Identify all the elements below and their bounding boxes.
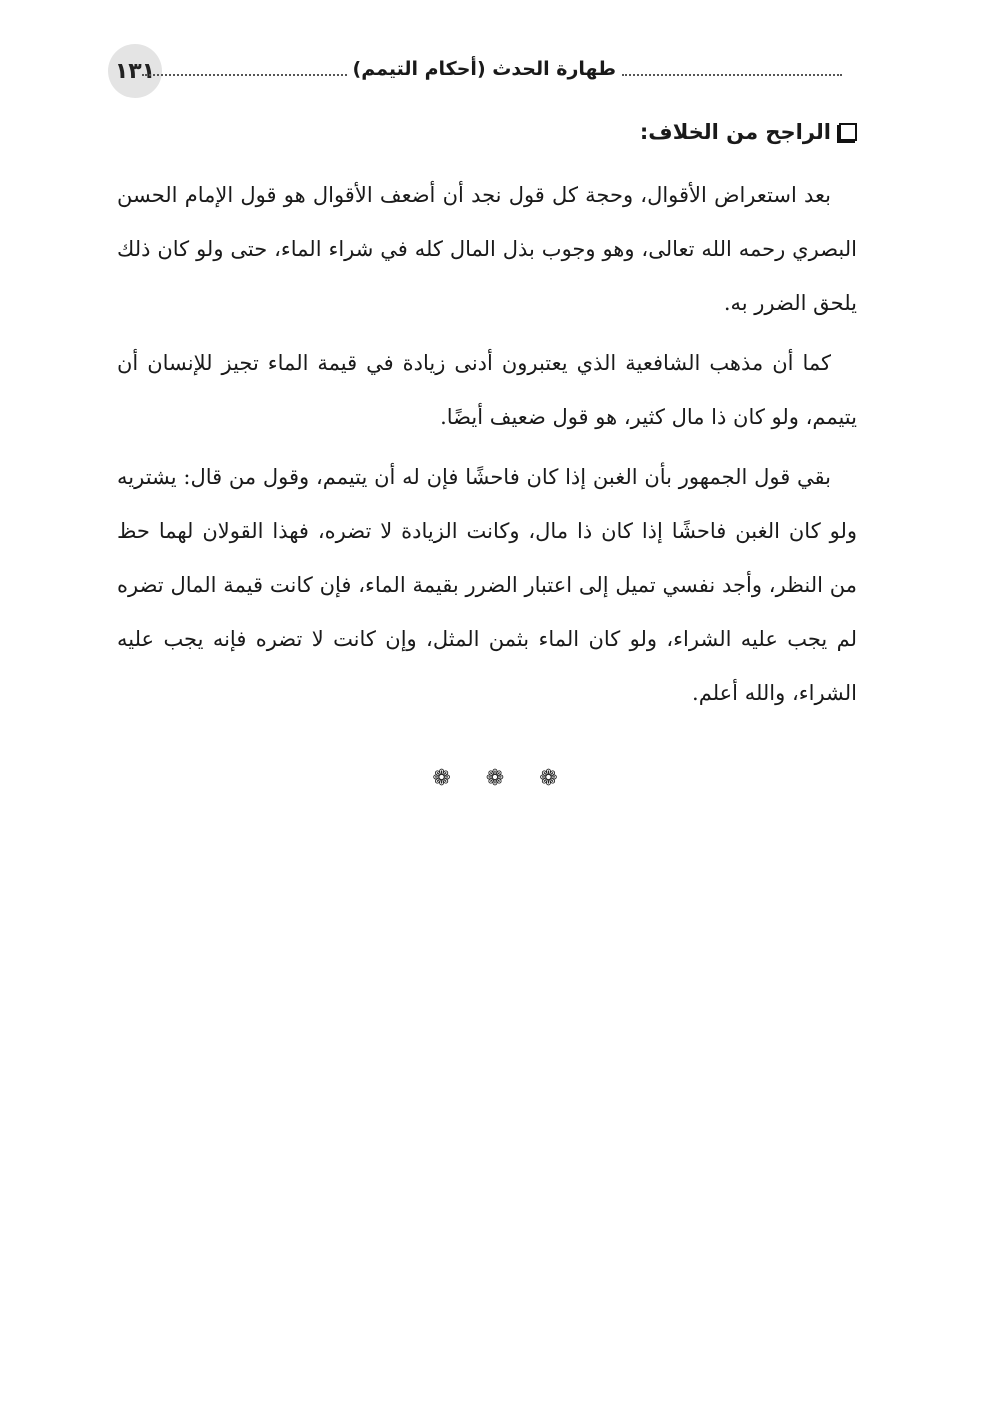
leader-dots-left — [142, 74, 347, 76]
checkbox-bullet-icon — [839, 123, 857, 141]
section-heading — [117, 112, 857, 152]
page-number: ١٣١ — [114, 58, 156, 84]
section-end-ornaments: ❁ ❁ ❁ — [432, 766, 572, 791]
paragraph-2: كما أن مذهب الشافعية الذي يعتبرون أدنى زيادة في قيمة الماء تجيز للإنسان أن يتيمم، ولو كان ذا مال كثير، هو قول ضعيف أيضًا. — [117, 351, 857, 429]
section-heading-text: الراجح من الخلاف: — [639, 120, 831, 144]
page-header — [108, 44, 848, 98]
running-title-text: طهارة الحدث (أحكام التيمم) — [352, 58, 616, 80]
main-content — [117, 112, 857, 726]
leader-dots-right — [622, 74, 842, 76]
running-header — [136, 58, 848, 80]
paragraph-3: بقي قول الجمهور بأن الغبن إذا كان فاحشًا فإن له أن يتيمم، وقول من قال: يشتريه ولو كان الغبن فاحشًا إذا كان ذا مال، وكانت الزيادة لا تضره، فهذا القولان لهما حظ من النظر، وأجد نفسي تميل إلى اعتبار الضرر بقيمة الماء، فإن كانت قيمة المال تضره لم يجب عليه الشراء، ولو كان الماء بثمن المثل، وإن كانت لا تضره فإنه يجب عليه الشراء، والله أعلم. — [117, 465, 857, 705]
paragraph-1: بعد استعراض الأقوال، وحجة كل قول نجد أن أضعف الأقوال هو قول الإمام الحسن البصري رحمه الله تعالى، وهو وجوب بذل المال كله في شراء الماء، حتى ولو كان ذلك يلحق الضرر به. — [117, 183, 857, 315]
